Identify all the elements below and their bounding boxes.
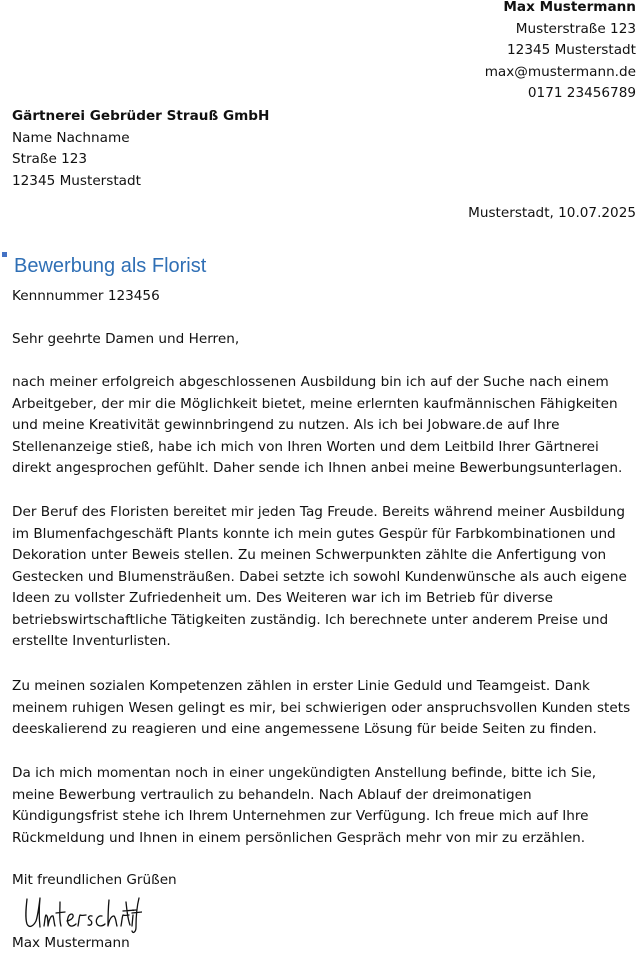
reference-number: Kennnummer 123456 (12, 288, 160, 304)
sender-street: Musterstraße 123 (515, 20, 636, 37)
salutation: Sehr geehrte Damen und Herren, (12, 331, 240, 347)
paragraph-competencies: Zu meinen sozialen Kompetenzen zählen in erster Linie Geduld und Teamgeist. Dank meinem ruhigen Wesen gelingt es mir, bei schwierigen oder anspruchsvollen Kunden stets deeskalierend zu reagieren und eine angemessene Lösung für beide Seiten zu finden. (12, 678, 631, 737)
paragraph-intro: nach meiner erfolgreich abgeschlossenen Ausbildung bin ich auf der Suche nach einem Arbeitgeber, der mir die Möglichkeit bietet, meine erlernten kaufmännischen Fähigkeiten und meine Kreativität gewinnbringend zu nutzen. Als ich bei Jobware.de auf Ihre Stellenanzeige stieß, habe ich mich von Ihren Worten und dem Leitbild Ihrer Gärtnerei direkt angesprochen gefühlt. Daher sende ich Ihnen anbei meine Bewerbungsunterlagen. (12, 374, 623, 476)
sender-city: 12345 Musterstadt (507, 42, 636, 58)
closing-phrase: Mit freundlichen Grüßen (12, 872, 177, 888)
sender-name: Max Mustermann (503, 0, 636, 15)
handwritten-signature (18, 894, 142, 936)
sender-address-block (485, 0, 636, 105)
recipient-company: Gärtnerei Gebrüder Strauß GmbH (12, 108, 270, 124)
recipient-address-block (12, 106, 269, 192)
recipient-city: 12345 Musterstadt (12, 172, 141, 189)
letter-date: Musterstadt, 10.07.2025 (468, 205, 636, 221)
subject-marker (2, 252, 7, 257)
signature-icon (18, 894, 142, 936)
letter-subject: Bewerbung als Florist (14, 255, 207, 277)
paragraph-availability: Da ich mich momentan noch in einer ungekündigten Anstellung befinde, bitte ich Sie, meine Bewerbung vertraulich zu behandeln. Nach Ablauf der dreimonatigen Kündigungsfrist stehe ich Ihrem Unternehmen zur Verfügung. Ich freue mich auf Ihre Rückmeldung und Ihnen in einem persönlichen Gespräch mehr von mir zu erzählen. (12, 765, 597, 846)
sender-email: max@mustermann.de (484, 63, 636, 80)
paragraph-experience: Der Beruf des Floristen bereitet mir jeden Tag Freude. Bereits während meiner Ausbildung im Blumenfachgeschäft Plants konnte ich mein gutes Gespür für Farbkombinationen und Dekoration unter Beweis stellen. Zu meinen Schwerpunkten zählte die Anfertigung von Gestecken und Blumensträußen. Dabei setzte ich sowohl Kundenwünsche als auch eigene Ideen zu vollster Zufriedenheit um. Des Weiteren war ich im Betrieb für diverse betriebswirtschaftliche Tätigkeiten zuständig. Ich berechnete unter anderem Preise und erstellte Inventurlisten. (12, 504, 627, 649)
recipient-street: Straße 123 (12, 151, 88, 167)
signer-name: Max Mustermann (12, 935, 130, 951)
recipient-contact: Name Nachname (12, 129, 130, 146)
sender-phone: 0171 23456789 (527, 85, 636, 101)
